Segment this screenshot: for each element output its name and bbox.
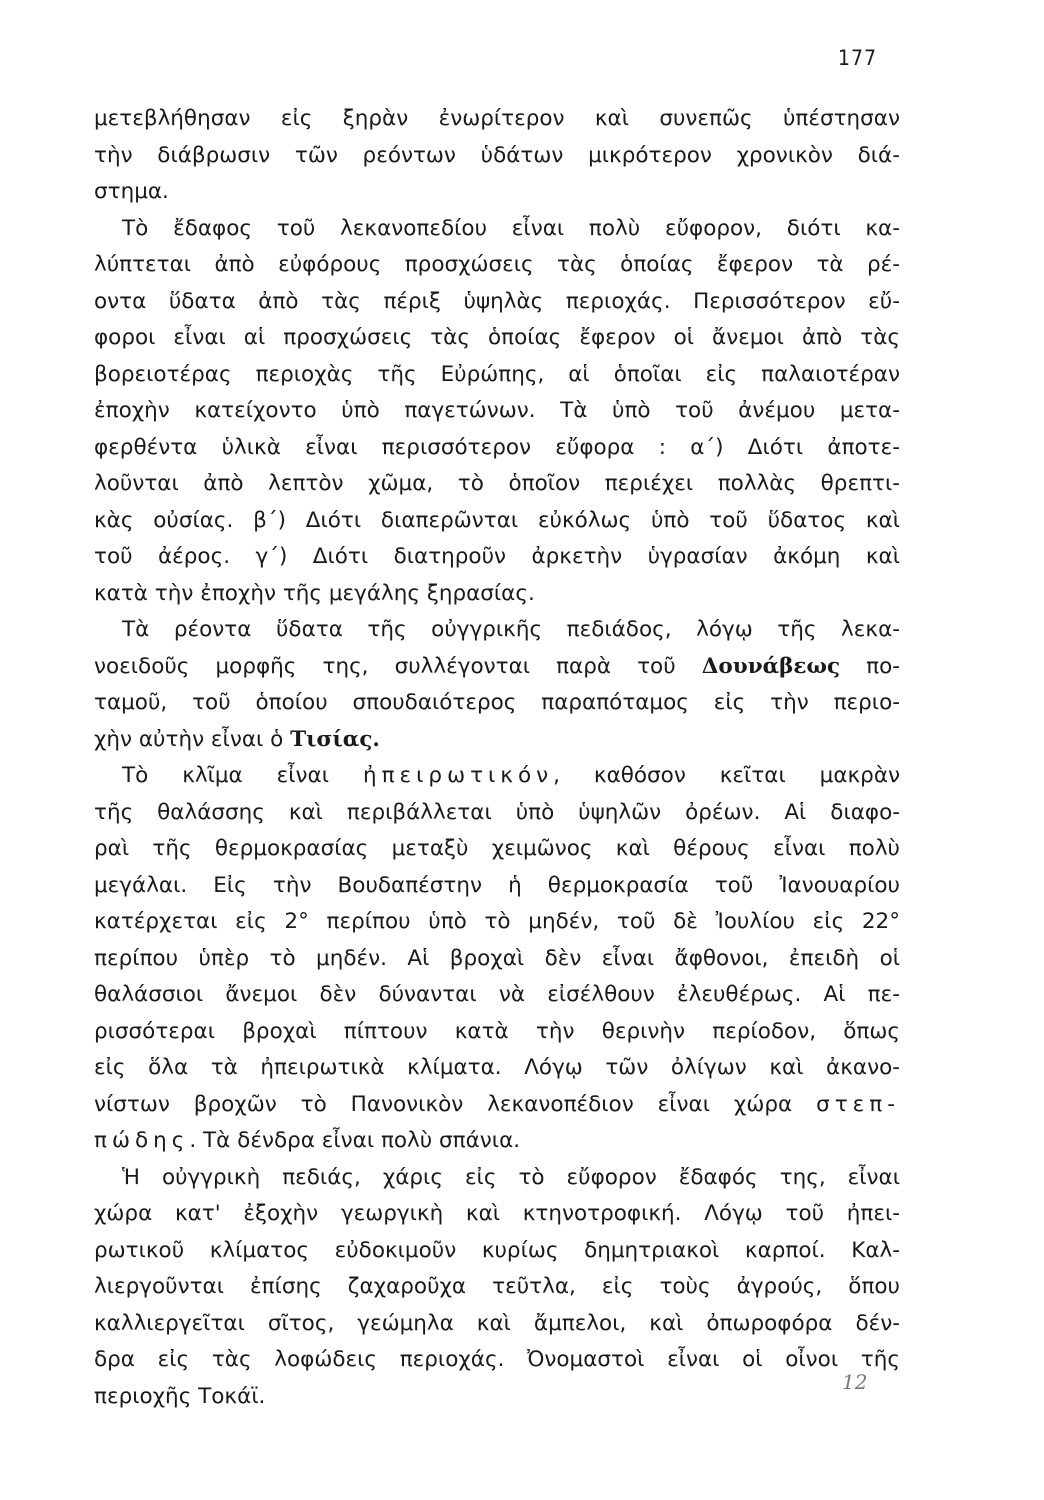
paragraph-continuation (94, 101, 900, 211)
text-line: καλλιεργεῖται σῖτος, γεώμηλα καὶ ἄμπελοι, καὶ ὀπωροφόρα δέν- (94, 1310, 900, 1336)
text-line: ρωτικοῦ κλίματος εὐδοκιμοῦν κυρίως δημητριακοὶ καρποί. Καλ- (94, 1237, 900, 1263)
text-line (94, 649, 900, 686)
river-name-tisza: Τισίας. (290, 726, 380, 752)
signature-mark: 12 (842, 1370, 868, 1394)
paragraph-rivers (94, 612, 900, 758)
text-line: μεγάλαι. Εἰς τὴν Βουδαπέστην ἡ θερμοκρασία τοῦ Ἰανουαρίου (94, 872, 900, 898)
text-line: Τὰ ρέοντα ὕδατα τῆς οὐγγρικῆς πεδιάδος, λόγῳ τῆς λεκα- (122, 617, 900, 642)
text-line (94, 1123, 900, 1160)
text-segment: χὴν αὐτὴν εἶναι ὁ (94, 726, 284, 752)
text-line: ραὶ τῆς θερμοκρασίας μεταξὺ χειμῶνος καὶ θέρους εἶναι πολὺ (94, 836, 900, 861)
text-line: βορειοτέρας περιοχὰς τῆς Εὐρώπης, αἱ ὁποῖαι εἰς παλαιοτέραν (94, 361, 900, 387)
emphasis-steppe: στεπ- (816, 1091, 900, 1117)
text-line (94, 722, 900, 759)
text-segment: Τὸ κλῖμα εἶναι (122, 763, 330, 788)
text-line: λοῦνται ἀπὸ λεπτὸν χῶμα, τὸ ὁποῖον περιέχει πολλὰς θρεπτι- (94, 471, 900, 496)
emphasis-continental: ἠπειρωτικόν (362, 763, 554, 788)
text-line: μετεβλήθησαν εἰς ξηρὰν ἐνωρίτερον καὶ συνεπῶς ὑπέστησαν (94, 106, 900, 131)
river-name-danube: Δουνάβεως (701, 653, 841, 679)
page-number: 177 (838, 46, 878, 70)
text-line: τὴν διάβρωσιν τῶν ρεόντων ὑδάτων μικρότερον χρονικὸν διά- (94, 142, 900, 168)
paragraph-climate (94, 758, 900, 1160)
text-line: φοροι εἶναι αἱ προσχώσεις τὰς ὁποίας ἔφερον οἱ ἄνεμοι ἀπὸ τὰς (94, 325, 900, 350)
text-line: εἰς ὅλα τὰ ἠπειρωτικὰ κλίματα. Λόγῳ τῶν ὀλίγων καὶ ἀκανο- (94, 1055, 900, 1080)
paragraph-agriculture (94, 1160, 900, 1416)
text-line: Τὸ ἔδαφος τοῦ λεκανοπεδίου εἶναι πολὺ εὔφορον, διότι κα- (122, 215, 900, 241)
emphasis-steppe: πώδης (94, 1128, 190, 1153)
text-line: περίπου ὑπὲρ τὸ μηδέν. Αἱ βροχαὶ δὲν εἶναι ἄφθονοι, ἐπειδὴ οἱ (94, 945, 900, 971)
text-line: λιεργοῦνται ἐπίσης ζαχαροῦχα τεῦτλα, εἰς τοὺς ἀγρούς, ὅπου (94, 1274, 900, 1299)
text-line: περιοχῆς Τοκάϊ. (94, 1383, 266, 1409)
text-line: ρισσότεραι βροχαὶ πίπτουν κατὰ τὴν θερινὴν περίοδον, ὅπως (94, 1018, 900, 1044)
text-line: Ἡ οὐγγρικὴ πεδιάς, χάρις εἰς τὸ εὔφορον ἔδαφός της, εἶναι (122, 1164, 900, 1190)
text-segment: νίστων βροχῶν τὸ Πανονικὸν λεκανοπέδιον εἶναι χώρα (94, 1091, 793, 1117)
text-line (94, 1087, 900, 1124)
text-line: χώρα κατ' ἐξοχὴν γεωργικὴ καὶ κτηνοτροφική. Λόγῳ τοῦ ἠπει- (94, 1201, 900, 1226)
text-line: τοῦ ἀέρος. γ΄) Διότι διατηροῦν ἀρκετὴν ὑγρασίαν ἀκόμη καὶ (94, 544, 900, 569)
text-line: οντα ὕδατα ἀπὸ τὰς πέριξ ὑψηλὰς περιοχάς. Περισσότερον εὔ- (94, 288, 900, 314)
text-line: τῆς θαλάσσης καὶ περιβάλλεται ὑπὸ ὑψηλῶν ὀρέων. Αἱ διαφο- (94, 799, 900, 825)
text-segment: . Τὰ δένδρα εἶναι πολὺ σπάνια. (189, 1128, 521, 1153)
text-line: κὰς οὐσίας. β΄) Διότι διαπερῶνται εὐκόλως ὑπὸ τοῦ ὕδατος καὶ (94, 507, 900, 533)
text-line: κατέρχεται εἰς 2° περίπου ὑπὸ τὸ μηδέν, τοῦ δὲ Ἰουλίου εἰς 22° (94, 909, 900, 934)
text-line: ταμοῦ, τοῦ ὁποίου σπουδαιότερος παραπόταμος εἰς τὴν περιο- (94, 690, 900, 715)
text-segment: πο- (866, 653, 901, 679)
text-line: δρα εἰς τὰς λοφώδεις περιοχάς. Ὀνομαστοὶ εἶναι οἱ οἶνοι τῆς (94, 1347, 900, 1372)
text-segment: νοειδοῦς μορφῆς της, συλλέγονται παρὰ τοῦ (94, 653, 676, 679)
text-line: κατὰ τὴν ἐποχὴν τῆς μεγάλης ξηρασίας. (94, 580, 535, 606)
book-text-body (94, 101, 900, 1415)
text-line: λύπτεται ἀπὸ εὐφόρους προσχώσεις τὰς ὁποίας ἔφερον τὰ ρέ- (94, 252, 900, 277)
text-line (94, 758, 900, 795)
text-segment: , καθόσον κεῖται μακρὰν (553, 763, 900, 788)
text-line: φερθέντα ὑλικὰ εἶναι περισσότερον εὔφορα : α΄) Διότι ἀποτε- (94, 434, 900, 460)
text-line: ἐποχὴν κατείχοντο ὑπὸ παγετώνων. Τὰ ὑπὸ τοῦ ἀνέμου μετα- (94, 398, 900, 423)
text-line: θαλάσσιοι ἄνεμοι δὲν δύνανται νὰ εἰσέλθουν ἐλευθέρως. Αἱ πε- (94, 982, 900, 1007)
text-line: στημα. (94, 179, 169, 204)
paragraph-soil (94, 211, 900, 613)
